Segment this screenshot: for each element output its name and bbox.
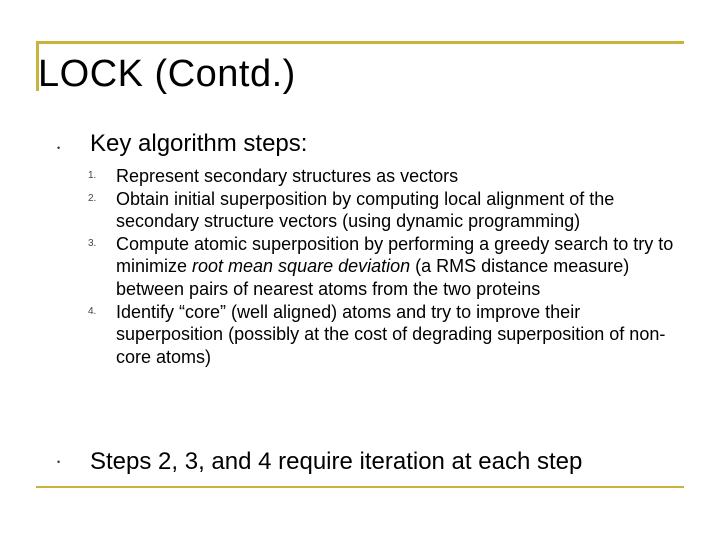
step-number: 2.	[88, 192, 97, 204]
footer-rule	[36, 486, 684, 488]
bullet-marker: •	[57, 143, 61, 153]
bullet-iteration-note: Steps 2, 3, and 4 require iteration at each step	[90, 448, 583, 475]
step-text: Obtain initial superposition by computing local alignment of the secondary structure vectors (using dynamic programming)	[116, 188, 615, 232]
step-text-before: Compute atomic superposition by performing a greedy search to try to minimize	[116, 233, 674, 277]
bullet-key-algorithm-steps: Key algorithm steps:	[90, 130, 308, 157]
step-number: 1.	[88, 170, 97, 181]
step-number: 4.	[88, 305, 97, 317]
step-text-after: (a RMS distance measure) between pairs of nearest atoms from the two proteins	[116, 256, 630, 299]
step-item-3	[88, 233, 688, 301]
step-text: Represent secondary structures as vectors	[116, 166, 459, 186]
step-item-4	[88, 301, 688, 369]
algorithm-steps-list	[88, 165, 688, 368]
step-item-2	[88, 188, 688, 233]
step-text: Identify “core” (well aligned) atoms and try to improve their superposition (possibly at the cost of degrading superposition of non-core atoms)	[116, 301, 666, 367]
title-top-rule	[36, 41, 684, 44]
slide-title: LOCK (Contd.)	[38, 53, 296, 95]
step-text-emphasis: root mean square deviation	[192, 256, 411, 277]
step-item-1	[88, 165, 688, 188]
bullet-marker: •	[57, 457, 61, 467]
step-number: 3.	[88, 237, 97, 249]
